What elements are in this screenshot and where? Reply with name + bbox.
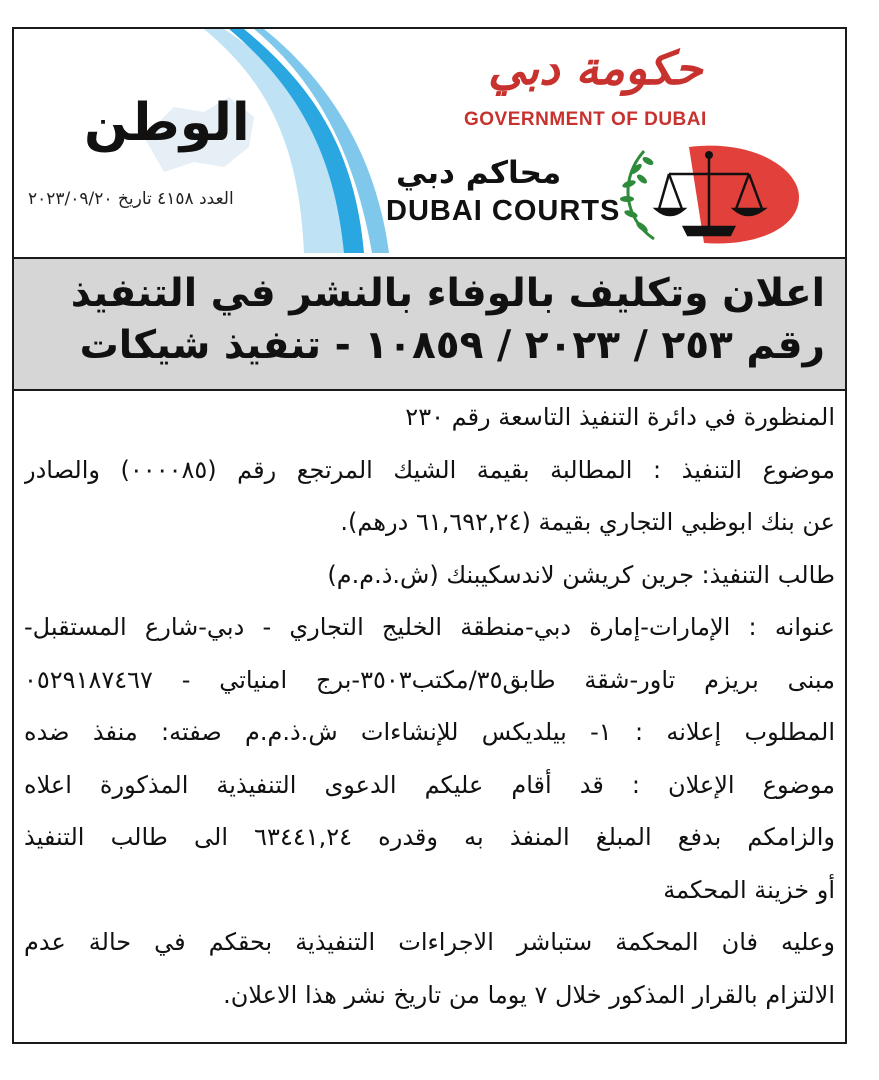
announcement-frame <box>12 27 847 1044</box>
government-name-ar: حكومة دبي <box>488 41 703 95</box>
body-line: طالب التنفيذ: جرين كريشن لاندسكيبنك (ش.ذ.م.م) <box>327 560 835 589</box>
body-line: عنوانه : الإمارات-إمارة دبي-منطقة الخليج التجاري - دبي-شارع المستقبل- <box>24 613 835 641</box>
header <box>14 29 845 255</box>
body-line: عن بنك ابوظبي التجاري بقيمة (٦١,٦٩٢,٢٤ درهم). <box>340 508 835 536</box>
courts-name-ar: محاكم دبي <box>396 155 562 191</box>
body-line: وعليه فان المحكمة ستباشر الاجراءات التنفيذية بحقكم في حالة عدم <box>24 928 835 956</box>
issue-date: العدد ٤١٥٨ تاريخ ٢٠٢٣/٠٩/٢٠ <box>28 189 234 209</box>
title-line-2: رقم ٢٥٣ / ٢٠٢٣ / ١٠٨٥٩ - تنفيذ شيكات <box>79 323 825 368</box>
government-name-en: GOVERNMENT OF DUBAI <box>464 109 707 130</box>
body-line: المطلوب إعلانه : ١- بيلديكس للإنشاءات ش.ذ.م.م صفته: منفذ ضده <box>24 718 835 746</box>
body-line: مبنى بريزم تاور-شقة طابق٣٥/مكتب٣٥٠٣-برج امنياتي - ٠٥٢٩١٨٧٤٦٧ <box>24 665 835 694</box>
title-banner <box>14 257 845 391</box>
title-line-1: اعلان وتكليف بالوفاء بالنشر في التنفيذ <box>70 271 825 316</box>
body-line: الالتزام بالقرار المذكور خلال ٧ يوما من تاريخ نشر هذا الاعلان. <box>223 980 835 1009</box>
courts-name-en: DUBAI COURTS <box>386 195 621 227</box>
announcement-body <box>14 391 845 1021</box>
body-line: موضوع الإعلان : قد أقام عليكم الدعوى التنفيذية المذكورة اعلاه <box>24 770 835 799</box>
body-line: موضوع التنفيذ : المطالبة بقيمة الشيك المرتجع رقم (٠٠٠٠٨٥) والصادر <box>24 455 835 484</box>
body-line: المنظورة في دائرة التنفيذ التاسعة رقم ٢٣٠ <box>405 403 835 431</box>
body-line: والزامكم بدفع المبلغ المنفذ به وقدره ٦٣٤٤١,٢٤ الى طالب التنفيذ <box>24 823 835 851</box>
newspaper-name: الوطن <box>84 93 250 153</box>
scales-of-justice-icon <box>614 139 804 249</box>
body-line: أو خزينة المحكمة <box>663 875 835 904</box>
